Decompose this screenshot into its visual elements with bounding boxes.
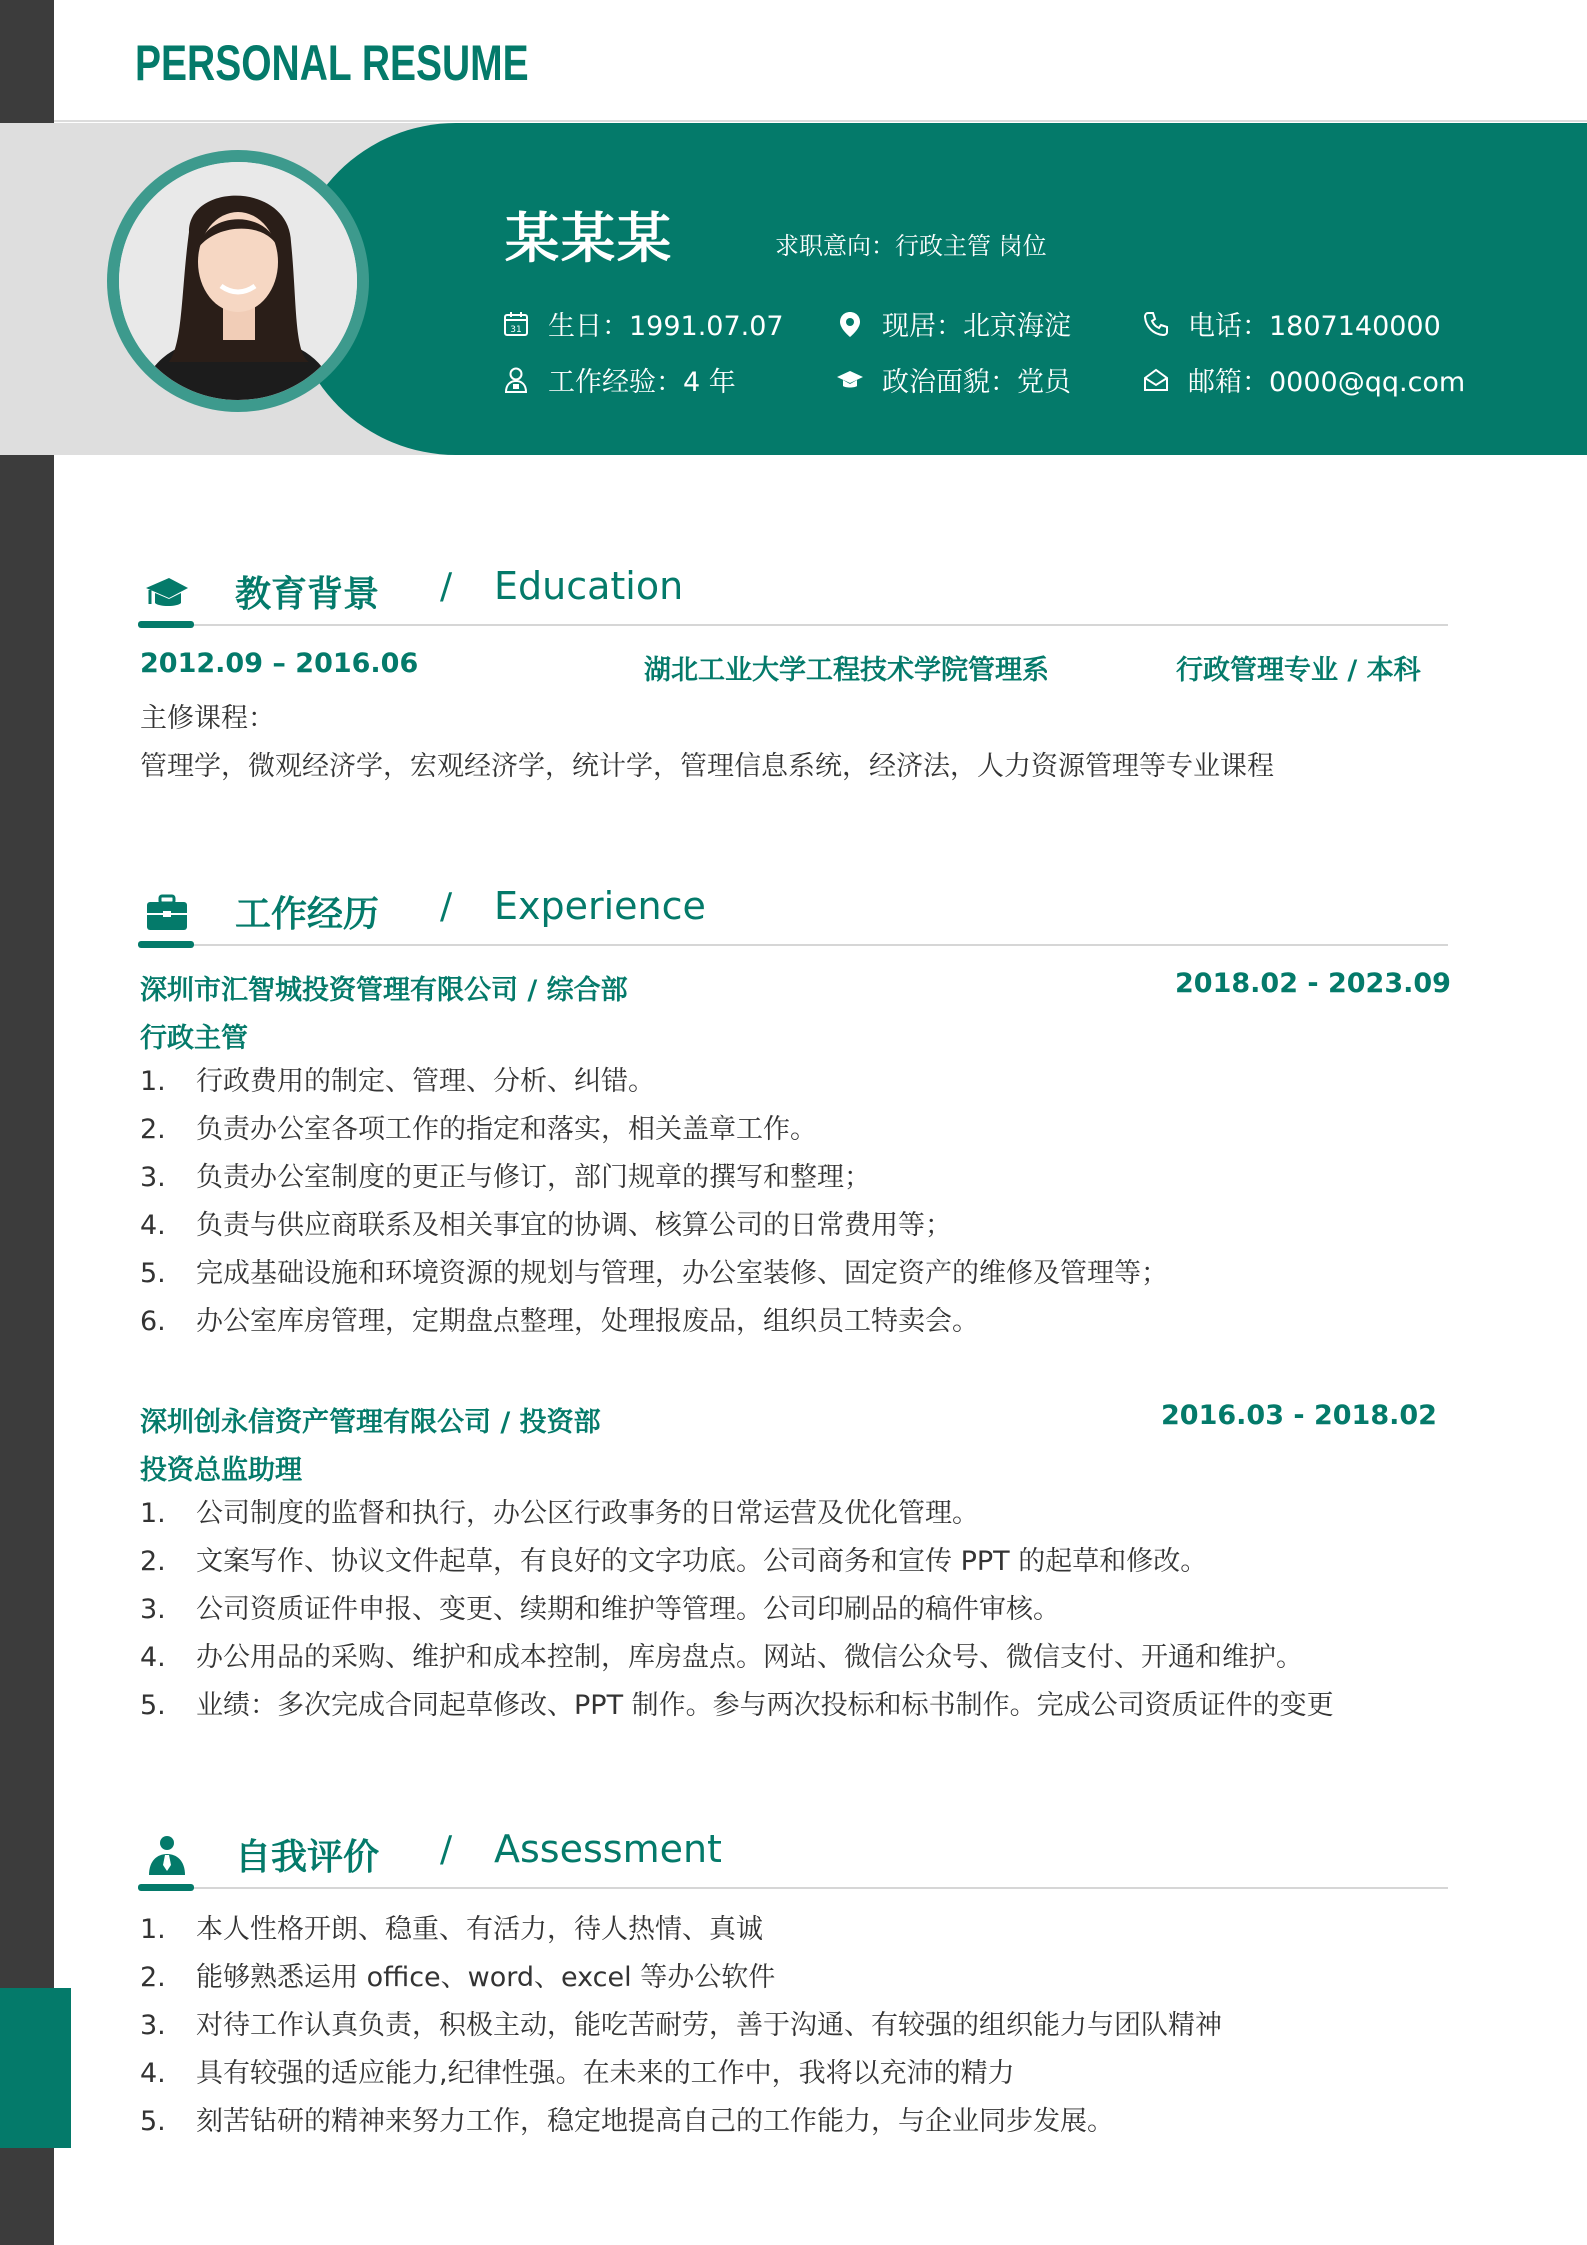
email-text: 邮箱：0000@qq.com [1188,367,1466,398]
info-email [1142,360,1465,399]
list-item: 2. 负责办公室各项工作的指定和落实，相关盖章工作。 [140,1114,817,1145]
experience-heading-cn: 工作经历 [235,894,380,935]
phone-icon [1142,310,1170,338]
phone-text: 电话：1807140000 [1188,311,1441,342]
job-role: 行政主管 [140,1023,248,1054]
calendar-icon [502,310,530,338]
list-item: 2. 文案写作、协议文件起草，有良好的文字功底。公司商务和宣传 PPT 的起草和修改。 [140,1546,1208,1577]
info-birthday [502,304,784,343]
list-item: 1. 行政费用的制定、管理、分析、纠错。 [140,1066,655,1097]
list-item: 5. 刻苦钻研的精神来努力工作，稳定地提高自己的工作能力，与企业同步发展。 [140,2106,1114,2137]
info-residence [836,304,1071,343]
info-political-status [836,360,1071,399]
top-divider [54,120,1587,122]
list-item: 5. 业绩：多次完成合同起草修改、PPT 制作。参与两次投标和标书制作。完成公司资质证件的变更 [140,1690,1334,1721]
education-section-header [138,560,1448,630]
job-duties-list [140,1058,1168,1346]
list-item: 4. 办公用品的采购、维护和成本控制，库房盘点。网站、微信公众号、微信支付、开通和维护。 [140,1642,1303,1673]
info-experience-years [502,360,736,399]
job-period: 2018.02 - 2023.09 [1175,968,1451,999]
section-tab [138,1884,194,1891]
heading-slash: / [440,886,453,927]
profile-name: 某某某 [505,207,673,270]
experience-years-text: 工作经验：4 年 [548,367,736,398]
education-heading-en: Education [494,564,684,608]
job-objective: 求职意向：行政主管 岗位 [775,232,1047,260]
list-item: 4. 具有较强的适应能力,纪律性强。在未来的工作中，我将以充沛的精力 [140,2058,1015,2089]
heading-slash: / [440,1829,453,1870]
section-divider [138,944,1448,946]
user-icon [502,366,530,394]
list-item: 1. 本人性格开朗、稳重、有活力，待人热情、真诚 [140,1914,763,1945]
profile-photo [119,162,357,400]
assessment-section-header [138,1823,1448,1893]
experience-section-header [138,880,1448,950]
section-tab [138,941,194,948]
education-period: 2012.09 – 2016.06 [140,648,419,679]
left-accent-block [0,1988,71,2148]
resume-title: PERSONAL RESUME [135,35,529,91]
assessment-list [140,1906,1222,2146]
envelope-icon [1142,366,1170,394]
education-school: 湖北工业大学工程技术学院管理系 [644,655,1049,686]
education-major: 行政管理专业 / 本科 [1176,655,1421,686]
section-divider [138,1887,1448,1889]
job-duties-list [140,1490,1334,1730]
courses-list: 管理学，微观经济学，宏观经济学，统计学，管理信息系统，经济法，人力资源管理等专业课程 [140,751,1274,782]
list-item: 3. 公司资质证件申报、变更、续期和维护等管理。公司印刷品的稿件审核。 [140,1594,1060,1625]
location-pin-icon [836,310,864,338]
assessment-heading-cn: 自我评价 [235,1837,380,1878]
birthday-text: 生日：1991.07.07 [548,311,784,342]
list-item: 3. 负责办公室制度的更正与修订，部门规章的撰写和整理； [140,1162,871,1193]
courses-label: 主修课程： [140,703,275,734]
section-tab [138,621,194,628]
list-item: 1. 公司制度的监督和执行，办公区行政事务的日常运营及优化管理。 [140,1498,979,1529]
graduation-cap-icon [144,570,190,616]
list-item: 2. 能够熟悉运用 office、word、excel 等办公软件 [140,1962,776,1993]
experience-heading-en: Experience [494,884,706,928]
svg-text:31: 31 [510,324,522,335]
residence-text: 现居：北京海淀 [882,311,1071,342]
list-item: 4. 负责与供应商联系及相关事宜的协调、核算公司的日常费用等； [140,1210,952,1241]
briefcase-icon [144,890,190,936]
section-divider [138,624,1448,626]
job-company: 深圳市汇智城投资管理有限公司 / 综合部 [140,975,628,1006]
job-company: 深圳创永信资产管理有限公司 / 投资部 [140,1407,601,1438]
job-role: 投资总监助理 [140,1455,302,1486]
list-item: 5. 完成基础设施和环境资源的规划与管理，办公室装修、固定资产的维修及管理等； [140,1258,1168,1289]
list-item: 3. 对待工作认真负责，积极主动，能吃苦耐劳，善于沟通、有较强的组织能力与团队精神 [140,2010,1222,2041]
education-heading-cn: 教育背景 [235,574,380,615]
mortarboard-icon [836,366,864,394]
political-status-text: 政治面貌：党员 [882,367,1071,398]
header-green-band [290,123,1587,455]
assessment-heading-en: Assessment [494,1827,722,1871]
job-period: 2016.03 - 2018.02 [1161,1400,1437,1431]
person-tie-icon [144,1833,190,1879]
list-item: 6. 办公室库房管理，定期盘点整理，处理报废品，组织员工特卖会。 [140,1306,979,1337]
heading-slash: / [440,566,453,607]
info-phone [1142,304,1441,343]
